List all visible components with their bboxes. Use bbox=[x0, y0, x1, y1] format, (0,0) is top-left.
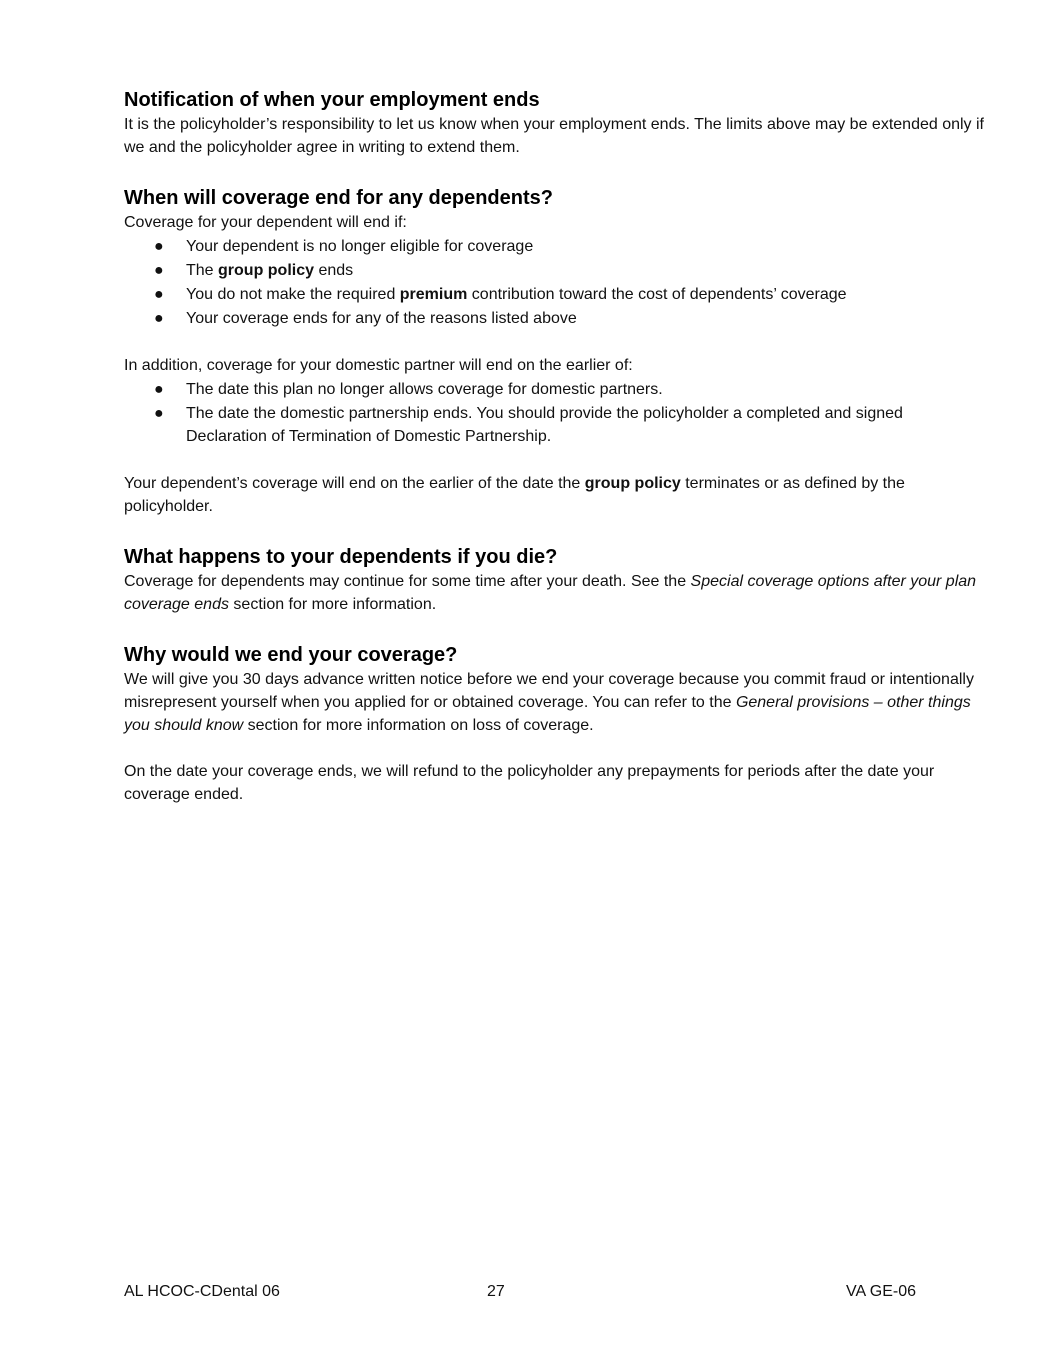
paragraph-domestic-partner-intro: In addition, coverage for your domestic partner will end on the earlier of: bbox=[124, 357, 633, 374]
text-pre: Your dependent’s coverage will end on the earlier of the date the bbox=[124, 475, 585, 492]
italic-section-reference: Special coverage options after your plan coverage ends bbox=[124, 573, 977, 613]
list-item bbox=[124, 307, 986, 330]
bullet-icon: ● bbox=[154, 381, 164, 398]
document-body bbox=[124, 87, 986, 806]
page-number: 27 bbox=[487, 1283, 505, 1300]
list-item-text: Your coverage ends for any of the reasons listed above bbox=[186, 310, 577, 327]
bold-term-premium: premium bbox=[399, 286, 468, 303]
text-post: section for more information on loss of coverage. bbox=[243, 717, 594, 734]
spacer bbox=[124, 331, 986, 354]
heading-employment-ends: Notification of when your employment ends bbox=[124, 89, 540, 111]
list-item bbox=[124, 235, 986, 258]
footer-form-code: AL HCOC-CDental 06 bbox=[124, 1283, 280, 1300]
paragraph-why-end-coverage bbox=[124, 668, 986, 737]
dependents-end-list bbox=[124, 235, 986, 330]
paragraph-dependents-if-you-die bbox=[124, 570, 986, 616]
text-post: section for more information. bbox=[228, 596, 437, 613]
bullet-icon: ● bbox=[154, 405, 164, 422]
list-item-text-pre: The bbox=[186, 262, 219, 279]
list-item bbox=[124, 402, 986, 448]
bullet-icon: ● bbox=[154, 262, 164, 279]
bold-term-group-policy: group policy bbox=[584, 475, 681, 492]
list-item bbox=[124, 378, 986, 401]
spacer bbox=[124, 737, 986, 760]
list-item-text: The date the domestic partnership ends. You should provide the policyholder a completed and signed Declaration of Termination of Domestic Partnership. bbox=[186, 405, 903, 445]
heading-dependents-coverage-end: When will coverage end for any dependents? bbox=[124, 187, 553, 209]
italic-section-reference: General provisions – other things you should know bbox=[124, 694, 971, 734]
bullet-icon: ● bbox=[154, 310, 164, 327]
paragraph-employment-ends: It is the policyholder’s responsibility to let us know when your employment ends. The limits above may be extended only if we and the policyholder agree in writing to extend them. bbox=[124, 116, 984, 156]
text-pre: Coverage for dependents may continue for some time after your death. See the bbox=[124, 573, 691, 590]
list-item-text-pre: You do not make the required bbox=[186, 286, 400, 303]
bold-term-group-policy: group policy bbox=[218, 262, 315, 279]
footer-state-code: VA GE-06 bbox=[846, 1283, 916, 1300]
domestic-partner-end-list bbox=[124, 378, 986, 448]
text-post: terminates or as defined by the policyholder. bbox=[124, 475, 905, 515]
list-item-text: Your dependent is no longer eligible for coverage bbox=[186, 238, 534, 255]
list-item-text-post: ends bbox=[314, 262, 354, 279]
text-pre: We will give you 30 days advance written notice before we end your coverage because you commit fraud or intentionally misrepresent yourself when you applied for or obtained coverage. You can refer to the bbox=[124, 671, 974, 711]
page-footer bbox=[124, 1280, 916, 1304]
paragraph-dependent-coverage-closing bbox=[124, 472, 986, 518]
bullet-icon: ● bbox=[154, 286, 164, 303]
list-item-text: The date this plan no longer allows coverage for domestic partners. bbox=[186, 381, 663, 398]
heading-dependents-if-you-die: What happens to your dependents if you die? bbox=[124, 546, 558, 568]
heading-why-end-coverage: Why would we end your coverage? bbox=[124, 644, 458, 666]
list-item-text-post: contribution toward the cost of dependents’ coverage bbox=[467, 286, 847, 303]
paragraph-refund: On the date your coverage ends, we will refund to the policyholder any prepayments for periods after the date your coverage ended. bbox=[124, 763, 935, 803]
list-item bbox=[124, 283, 986, 306]
spacer bbox=[124, 449, 986, 472]
list-item bbox=[124, 259, 986, 282]
bullet-icon: ● bbox=[154, 238, 164, 255]
paragraph-dependents-intro: Coverage for your dependent will end if: bbox=[124, 214, 407, 231]
